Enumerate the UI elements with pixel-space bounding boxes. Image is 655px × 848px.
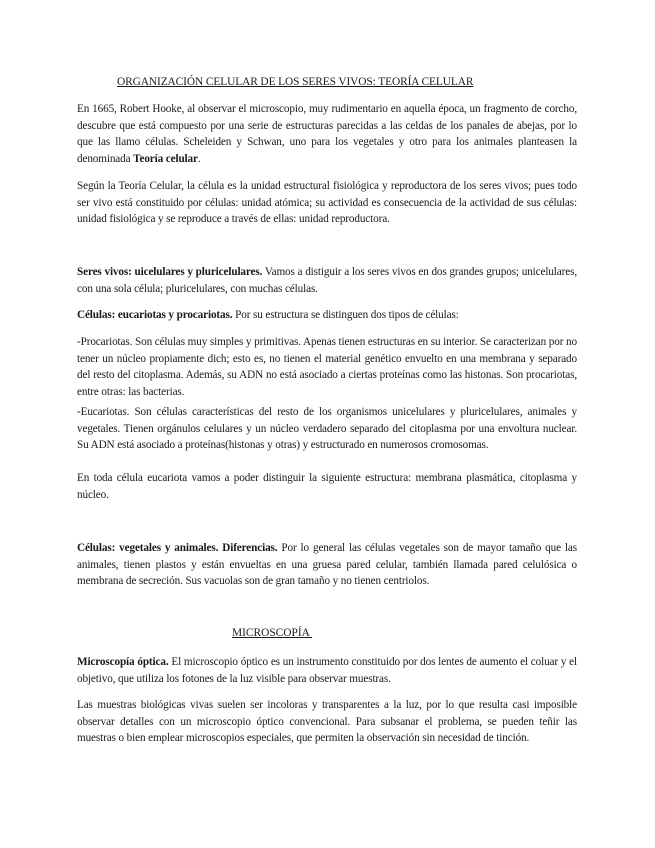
paragraph-cell-types — [77, 307, 577, 324]
paragraph-hooke — [77, 101, 577, 167]
document-title: ORGANIZACIÓN CELULAR DE LOS SERES VIVOS: TEORÍA CELULAR — [117, 76, 474, 88]
bold-term: Teoría celular — [133, 152, 198, 165]
bold-term: Seres vivos: uicelulares y pluricelulares. — [77, 266, 263, 278]
bold-term: Células: vegetales y animales. Diferencias. — [77, 542, 278, 554]
paragraph-plant-animal — [77, 540, 577, 590]
section-title-microscopy: MICROSCOPÍA — [232, 627, 313, 639]
bold-term: Células: eucariotas y procariotas. — [77, 309, 233, 321]
paragraph-text: Por su estructura se distinguen dos tipos de células: — [232, 309, 459, 321]
paragraph-eukaryotes: -Eucariotas. Son células características del resto de los organismos unicelulares y pluricelulares, animales y vegetales. Tienen orgánulos celulares y un núcleo verdadero separado del citoplasma por una envoltura nuclear. Su ADN está asociado a proteínas(histonas y otras) y estructurado en numerosos cromosomas. — [77, 406, 577, 452]
paragraph-eukaryote-structure: En toda célula eucariota vamos a poder distinguir la siguiente estructura: membrana plasmática, citoplasma y núcleo. — [77, 472, 577, 501]
paragraph-cell-theory: Según la Teoría Celular, la célula es la unidad estructural fisiológica y reproductora de los seres vivos; pues todo ser vivo está constituido por células: unidad atómica; su actividad es consecuencia de la actividad de sus células: unidad fisiológica y se reproduce a través de ellas: unidad reproductora. — [77, 180, 577, 226]
paragraph-text: En 1665, Robert Hooke, al observar el microscopio, muy rudimentario en aquella época, un fragmento de corcho, descubre que está compuesto por una serie de estructuras parecidas a las celdas de los panales de abejas, por lo que las llamo células. Scheleiden y Schwan, uno para los vegetales y otro para los animales planteasen la denominada — [77, 103, 577, 165]
paragraph-optical-microscopy — [77, 654, 577, 687]
paragraph-text: El microscopio óptico es un instrumento constituido por dos lentes de aumento el coluar y el objetivo, que utiliza los fotones de la luz visible para observar muestras. — [77, 656, 577, 685]
paragraph-text: Vamos a distiguir a los seres vivos en dos grandes grupos; unicelulares, con una sola célula; pluricelulares, con muchas células. — [77, 266, 577, 295]
paragraph-living-beings — [77, 264, 577, 297]
paragraph-text: Por lo general las células vegetales son de mayor tamaño que las animales, tienen plastos y están envueltas en una gruesa pared celular, también llamada pared celulósica o membrana de secreción. Sus vacuolas son de gran tamaño y no tienen centriolos. — [77, 542, 577, 588]
paragraph-end: . — [197, 152, 201, 165]
paragraph-prokaryotes: -Procariotas. Son células muy simples y primitivas. Apenas tienen estructuras en su interior. Se caracterizan por no tener un núcleo propiamente dich; esto es, no tienen el material genético envuelto en una membrana y separado del resto del citoplasma. Además, su ADN no está asociado a ciertas proteínas como las histonas. Son procariotas, entre otras: las bacterias. — [77, 336, 577, 398]
bold-term: Microscopía óptica. — [77, 656, 169, 668]
paragraph-biological-samples: Las muestras biológicas vivas suelen ser incoloras y transparentes a la luz, por lo que resulta casi imposible observar detalles con un microscopio óptico convencional. Para subsanar el problema, se pueden teñir las muestras o bien emplear microscopios especiales, que permiten la observación sin necesidad de tinción. — [77, 699, 577, 745]
